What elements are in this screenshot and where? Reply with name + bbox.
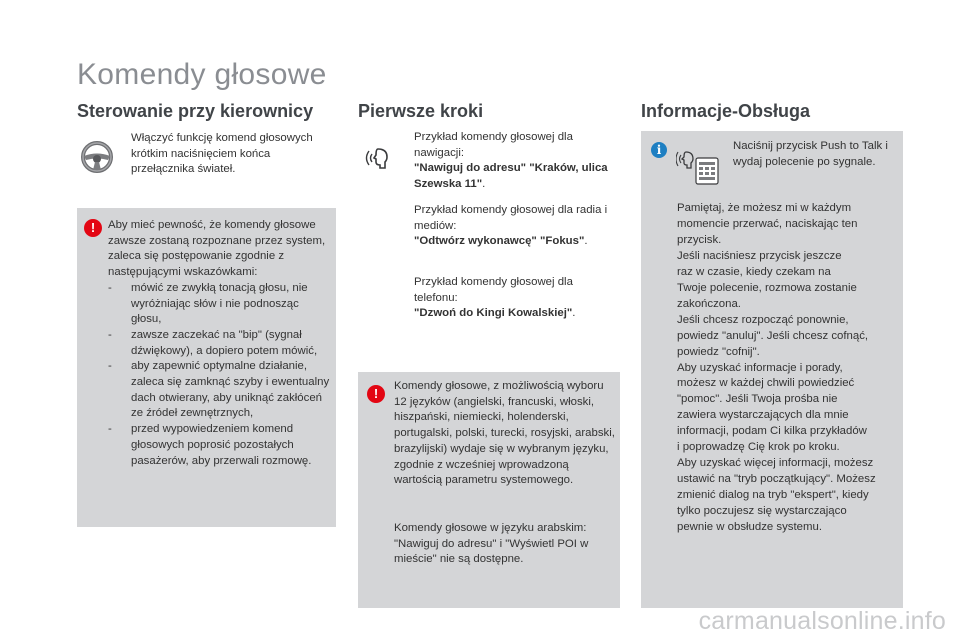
- text-line: ustawić na "tryb początkujący". Możesz: [677, 473, 876, 486]
- text-line: Aby uzyskać więcej informacji, możesz: [677, 457, 874, 470]
- recognition-tips-intro: Aby mieć pewność, że komendy głosowe zawsze zostaną rozpoznane przez system, zaleca się postępowanie zgodnie z następującymi wskazówkami:: [108, 219, 326, 279]
- punctuation: .: [482, 178, 486, 191]
- text-line: Jeśli naciśniesz przycisk jeszcze: [677, 249, 842, 262]
- languages-text: Komendy głosowe, z możliwością wyboru 12 języków (angielski, francuski, włoski, hiszpański, niemiecki, holenderski, portugalski, polski, turecki, rosyjski, arabski, brazylijski) wydaje się w wybranym języku, zgodnie z wcześniej wprowadzoną wartością parametru systemowego.: [394, 380, 615, 487]
- phone-example: [414, 275, 619, 322]
- navigation-example-label: Przykład komendy głosowej dla nawigacji:: [414, 131, 573, 159]
- push-to-talk-icon: [676, 146, 722, 186]
- radio-example-label: Przykład komendy głosowej dla radia i mediów:: [414, 204, 608, 232]
- text-line: raz w czasie, kiedy czekam na: [677, 265, 831, 278]
- section-heading-first-steps: Pierwsze kroki: [358, 101, 484, 121]
- arabic-note: Komendy głosowe w języku arabskim: "Nawiguj do adresu" i "Wyświetl POI w mieście" nie są dostępne.: [394, 522, 589, 566]
- section-heading-info: Informacje-Obsługa: [641, 101, 811, 121]
- text-line: pewnie w obsłudze systemu.: [677, 521, 822, 534]
- voice-command-icon: [364, 141, 398, 175]
- text-line: możesz w każdej chwili powiedzieć: [677, 377, 855, 390]
- text-line: zmienić dialog na tryb "ekspert", kiedy: [677, 489, 869, 502]
- text-line: Jeśli chcesz rozpocząć ponownie,: [677, 313, 849, 326]
- radio-example: [414, 203, 621, 250]
- phone-example-command: "Dzwoń do Kingi Kowalskiej": [414, 307, 573, 320]
- navigation-example: [414, 130, 619, 193]
- push-to-talk-text: Naciśnij przycisk Push to Talk i wydaj polecenie po sygnale.: [733, 140, 888, 168]
- recognition-tips-list: [108, 281, 330, 469]
- list-item: - przed wypowiedzeniem komend głosowych poprosić pozostałych pasażerów, aby przerwali rozmowę.: [108, 422, 330, 469]
- list-item: - aby zapewnić optymalne działanie, zaleca się zamknąć szyby i ewentualny dach otwierany, aby uniknąć zakłóceń ze źródeł zewnętrznych,: [108, 359, 330, 422]
- recognition-tips: [108, 218, 330, 469]
- text-line: i poprowadzę Cię krok po kroku.: [677, 441, 840, 454]
- text-line: przycisk.: [677, 233, 722, 246]
- radio-example-command: "Odtwórz wykonawcę" "Fokus": [414, 235, 585, 248]
- list-item: - mówić ze zwykłą tonacją głosu, nie wyróżniając słów i nie podnosząc głosu,: [108, 281, 330, 328]
- text-line: Twoje polecenie, rozmowa zostanie: [677, 281, 857, 294]
- punctuation: .: [572, 307, 576, 320]
- navigation-example-command: "Nawiguj do adresu" "Kraków, ulica Szewska 11": [414, 162, 608, 191]
- text-line: Pamiętaj, że możesz mi w każdym: [677, 202, 852, 214]
- steering-wheel-icon: [80, 140, 114, 174]
- warning-icon: !: [367, 385, 385, 403]
- phone-example-label: Przykład komendy głosowej dla telefonu:: [414, 276, 573, 304]
- warning-icon: !: [84, 219, 102, 237]
- steering-intro-text: Włączyć funkcję komend głosowych krótkim naciśnięciem końca przełącznika świateł.: [131, 132, 313, 176]
- text-line: powiedz "cofnij".: [677, 345, 760, 358]
- section-heading-steering: Sterowanie przy kierownicy: [77, 101, 314, 121]
- page-title: Komendy głosowe: [77, 58, 327, 91]
- text-line: tylko poczujesz się wystarczająco: [677, 505, 847, 518]
- text-line: informacji, podam Ci kilka przykładów: [677, 425, 867, 438]
- text-line: zawiera wystarczających dla mnie: [677, 409, 849, 422]
- punctuation: .: [584, 235, 588, 248]
- text-line: "pomoc". Jeśli Twoja prośba nie: [677, 393, 838, 406]
- list-item: - zawsze zaczekać na "bip" (sygnał dźwiękowy), a dopiero potem mówić,: [108, 328, 330, 359]
- text-line: momencie przerwać, naciskając ten: [677, 217, 858, 230]
- info-icon: i: [651, 142, 667, 158]
- text-line: powiedz "anuluj". Jeśli chcesz cofnąć,: [677, 329, 869, 342]
- system-help-text: [677, 201, 907, 536]
- text-line: zakończona.: [677, 297, 741, 310]
- watermark: carmanualsonline.info: [698, 607, 946, 635]
- text-line: Aby uzyskać informacje i porady,: [677, 361, 843, 374]
